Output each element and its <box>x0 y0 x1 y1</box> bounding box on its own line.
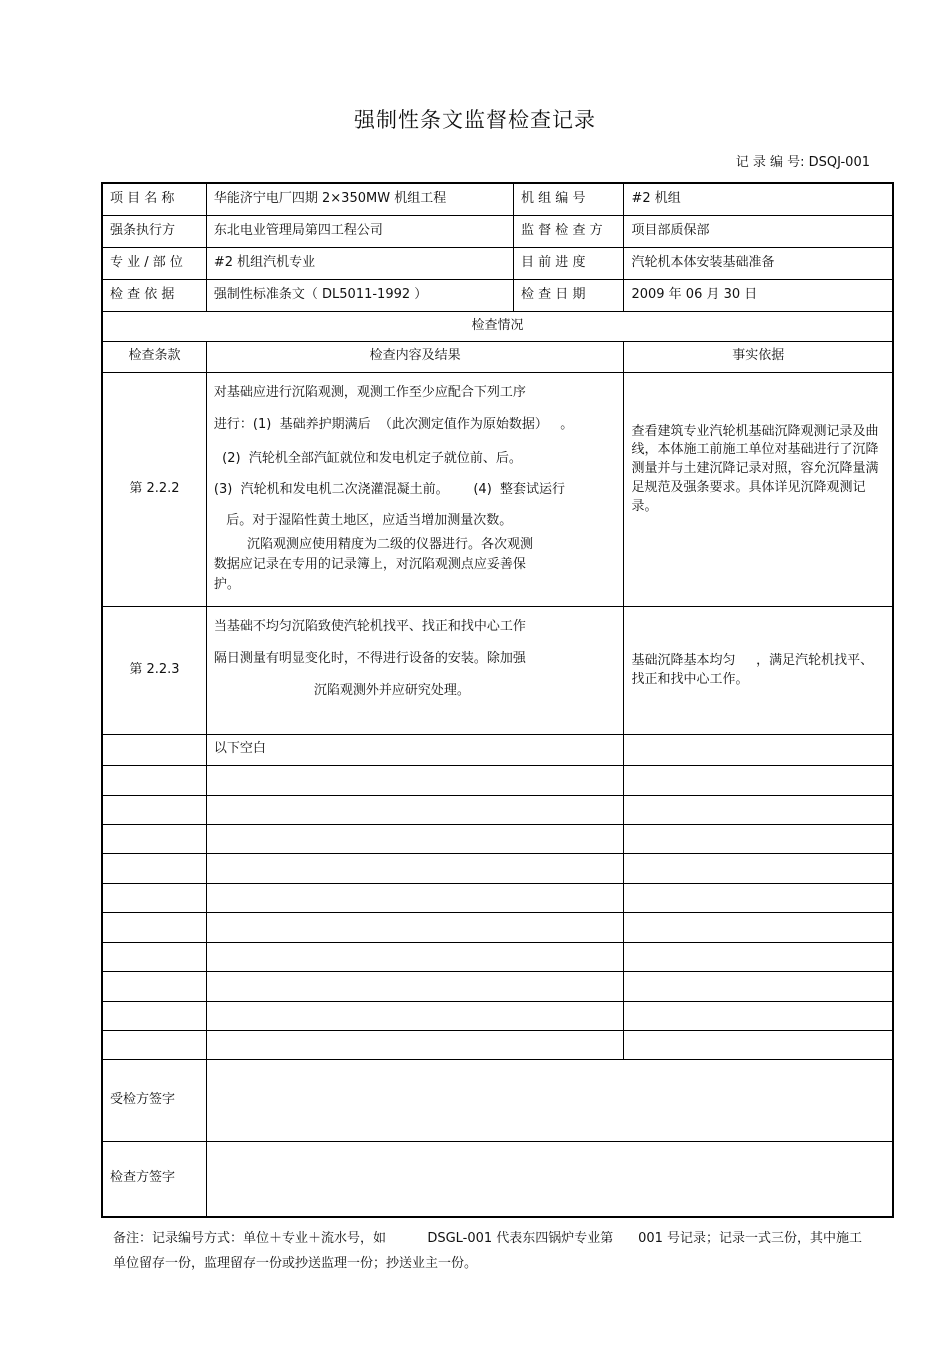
section-title: 检查情况 <box>102 311 893 341</box>
unit-no-value: #2 机组 <box>624 183 893 215</box>
content-line: (2) 汽轮机全部汽缸就位和发电机定子就位前、后。 <box>213 450 522 466</box>
table-row <box>102 734 893 765</box>
info-row-discipline <box>102 247 893 279</box>
footnote: 备注：记录编号方式：单位＋专业＋流水号，如 DSGL-001 代表东四锅炉专业第 001 号记录；记录一式三份，其中施工单位留存一份，监理留存一份或抄送监理一份；抄送业主一份。 <box>113 1231 863 1271</box>
content-line: 对基础应进行沉陷观测，观测工作至少应配合下列工序 <box>213 384 526 400</box>
table-row <box>102 606 893 734</box>
fact-cell: 基础沉降基本均匀 ，满足汽轮机找平、找正和找中心工作。 <box>624 606 893 734</box>
basis-value: 强制性标准条文（ DL5011-1992 ） <box>206 279 513 311</box>
inspected-sign-field[interactable] <box>206 1059 893 1141</box>
executor-label: 强条执行方 <box>102 215 206 247</box>
table-row <box>102 942 893 971</box>
content-line: 数据应记录在专用的记录簿上，对沉陷观测点应妥善保 <box>213 556 526 572</box>
content-line: 后。对于湿陷性黄土地区，应适当增加测量次数。 <box>213 512 513 528</box>
content-line: 进行：(1) 基础养护期满后 （此次测定值作为原始数据） 。 <box>213 416 574 432</box>
inspector-label: 监 督 检 查 方 <box>514 215 624 247</box>
table-row <box>102 765 893 795</box>
progress-label: 目 前 进 度 <box>514 247 624 279</box>
column-header-content: 检查内容及结果 <box>206 341 624 372</box>
column-header-row <box>102 341 893 372</box>
project-label: 项 目 名 称 <box>102 183 206 215</box>
record-number: 记 录 编 号: DSQJ-001 <box>735 155 870 170</box>
clause-cell: 第 2.2.3 <box>102 606 206 734</box>
content-line: (3) 汽轮机和发电机二次浇灌混凝土前。 (4) 整套试运行 <box>213 481 566 497</box>
table-row <box>102 971 893 1001</box>
section-title-row <box>102 311 893 341</box>
clause-cell: 第 2.2.2 <box>102 372 206 606</box>
unit-no-label: 机 组 编 号 <box>514 183 624 215</box>
date-value: 2009 年 06 月 30 日 <box>624 279 893 311</box>
info-row-executor <box>102 215 893 247</box>
table-row <box>102 1030 893 1059</box>
content-cell <box>206 606 624 734</box>
inspected-sign-label: 受检方签字 <box>102 1059 206 1141</box>
table-row <box>102 795 893 824</box>
executor-value: 东北电业管理局第四工程公司 <box>206 215 513 247</box>
inspecting-sign-field[interactable] <box>206 1141 893 1217</box>
fact-cell: 查看建筑专业汽轮机基础沉降观测记录及曲线，本体施工前施工单位对基础进行了沉降测量并与土建沉降记录对照，容允沉降量满足规范及强条要求。具体详见沉降观测记录。 <box>624 372 893 606</box>
sign-row-inspecting <box>102 1141 893 1217</box>
table-row <box>102 883 893 912</box>
sign-row-inspected <box>102 1059 893 1141</box>
content-line: 隔日测量有明显变化时，不得进行设备的安装。除加强 <box>213 650 526 666</box>
column-header-fact: 事实依据 <box>624 341 893 372</box>
blank-marker: 以下空白 <box>206 734 624 765</box>
inspector-value: 项目部质保部 <box>624 215 893 247</box>
discipline-label: 专 业 / 部 位 <box>102 247 206 279</box>
project-value: 华能济宁电厂四期 2×350MW 机组工程 <box>206 183 513 215</box>
inspection-form-table <box>101 182 894 1218</box>
table-row <box>102 912 893 942</box>
content-line: 沉陷观测外并应研究处理。 <box>313 682 470 698</box>
inspecting-sign-label: 检查方签字 <box>102 1141 206 1217</box>
table-row <box>102 1001 893 1030</box>
basis-label: 检 查 依 据 <box>102 279 206 311</box>
content-cell <box>206 372 624 606</box>
date-label: 检 查 日 期 <box>514 279 624 311</box>
progress-value: 汽轮机本体安装基础准备 <box>624 247 893 279</box>
table-row <box>102 824 893 853</box>
info-row-project <box>102 183 893 215</box>
table-row <box>102 853 893 883</box>
table-row <box>102 372 893 606</box>
page-title: 强制性条文监督检查记录 <box>354 108 596 132</box>
content-line: 当基础不均匀沉陷致使汽轮机找平、找正和找中心工作 <box>213 618 526 634</box>
content-line: 护。 <box>213 576 240 592</box>
info-row-basis <box>102 279 893 311</box>
content-line: 沉陷观测应使用精度为二级的仪器进行。各次观测 <box>213 536 533 552</box>
column-header-clause: 检查条款 <box>102 341 206 372</box>
discipline-value: #2 机组汽机专业 <box>206 247 513 279</box>
